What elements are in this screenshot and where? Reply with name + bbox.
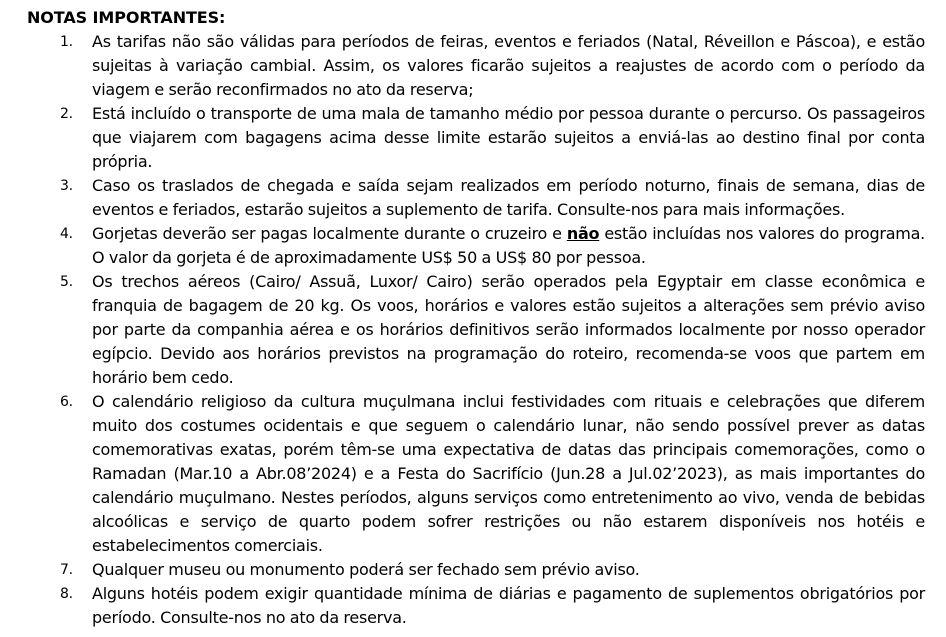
note-text: Está incluído o transporte de uma mala de tamanho médio por pessoa durante o percurso. Os passageiros que viajarem com bagagens acima desse limite estarão sujeitos a enviá-las ao destino final por conta própria. (92, 104, 925, 171)
note-text: Caso os traslados de chegada e saída sejam realizados em período noturno, finais de semana, dias de eventos e feriados, estarão sujeitos a suplemento de tarifa. Consulte-nos para mais informações. (92, 176, 925, 219)
note-text-before: Gorjetas deverão ser pagas localmente durante o cruzeiro e (92, 224, 567, 243)
note-text: Os trechos aéreos (Cairo/ Assuã, Luxor/ Cairo) serão operados pela Egyptair em classe econômica e franquia de bagagem de 20 kg. Os voos, horários e valores estão sujeitos a alterações sem prévio aviso por parte da companhia aérea e os horários definitivos serão informados localmente por nosso operador egípcio. Devido aos horários previstos na programação do roteiro, recomenda-se voos que partem em horário bem cedo. (92, 272, 925, 387)
notes-list (27, 30, 946, 630)
note-text-after: estão incluídas nos valores do programa. O valor da gorjeta é de aproximadamente US$ 50 a US$ 80 por pessoa. (92, 224, 925, 267)
note-text: Qualquer museu ou monumento poderá ser fechado sem prévio aviso. (92, 560, 640, 579)
note-item-5 (27, 270, 925, 390)
note-number: 8. (60, 586, 73, 602)
emphasis-nao: não (566, 224, 600, 243)
note-number: 7. (60, 562, 73, 578)
note-number: 2. (60, 106, 73, 122)
note-number: 6. (60, 394, 73, 410)
note-number: 5. (60, 274, 73, 290)
note-item-3 (27, 174, 925, 222)
note-text: O calendário religioso da cultura muçulmana inclui festividades com rituais e celebrações que diferem muito dos costumes ocidentais e que seguem o calendário lunar, não sendo possível prever as datas comemorativas exatas, porém têm-se uma expectativa de datas das principais comemorações, como o Ramadan (Mar.10 a Abr.08’2024) e a Festa do Sacrifício (Jun.28 a Jul.02’2023), as mais importantes do calendário muçulmano. Nestes períodos, alguns serviços como entretenimento ao vivo, venda de bebidas alcoólicas e serviço de quarto podem sofrer restrições ou não estarem disponíveis nos hotéis e estabelecimentos comerciais. (92, 392, 925, 555)
note-item-2 (27, 102, 925, 174)
note-item-6 (27, 390, 925, 558)
note-number: 4. (60, 226, 73, 242)
note-item-7 (27, 558, 925, 582)
note-number: 1. (60, 34, 73, 50)
note-text: As tarifas não são válidas para períodos de feiras, eventos e feriados (Natal, Réveillon e Páscoa), e estão sujeitas à variação cambial. Assim, os valores ficarão sujeitos a reajustes de acordo com o período da viagem e serão reconfirmados no ato da reserva; (92, 32, 925, 99)
note-number: 3. (60, 178, 73, 194)
note-text: Alguns hotéis podem exigir quantidade mínima de diárias e pagamento de suplementos obrigatórios por período. Consulte-nos no ato da reserva. (92, 584, 925, 627)
note-item-4 (27, 222, 925, 270)
note-item-1 (27, 30, 925, 102)
note-item-8 (27, 582, 925, 630)
section-title: NOTAS IMPORTANTES: (27, 8, 226, 27)
